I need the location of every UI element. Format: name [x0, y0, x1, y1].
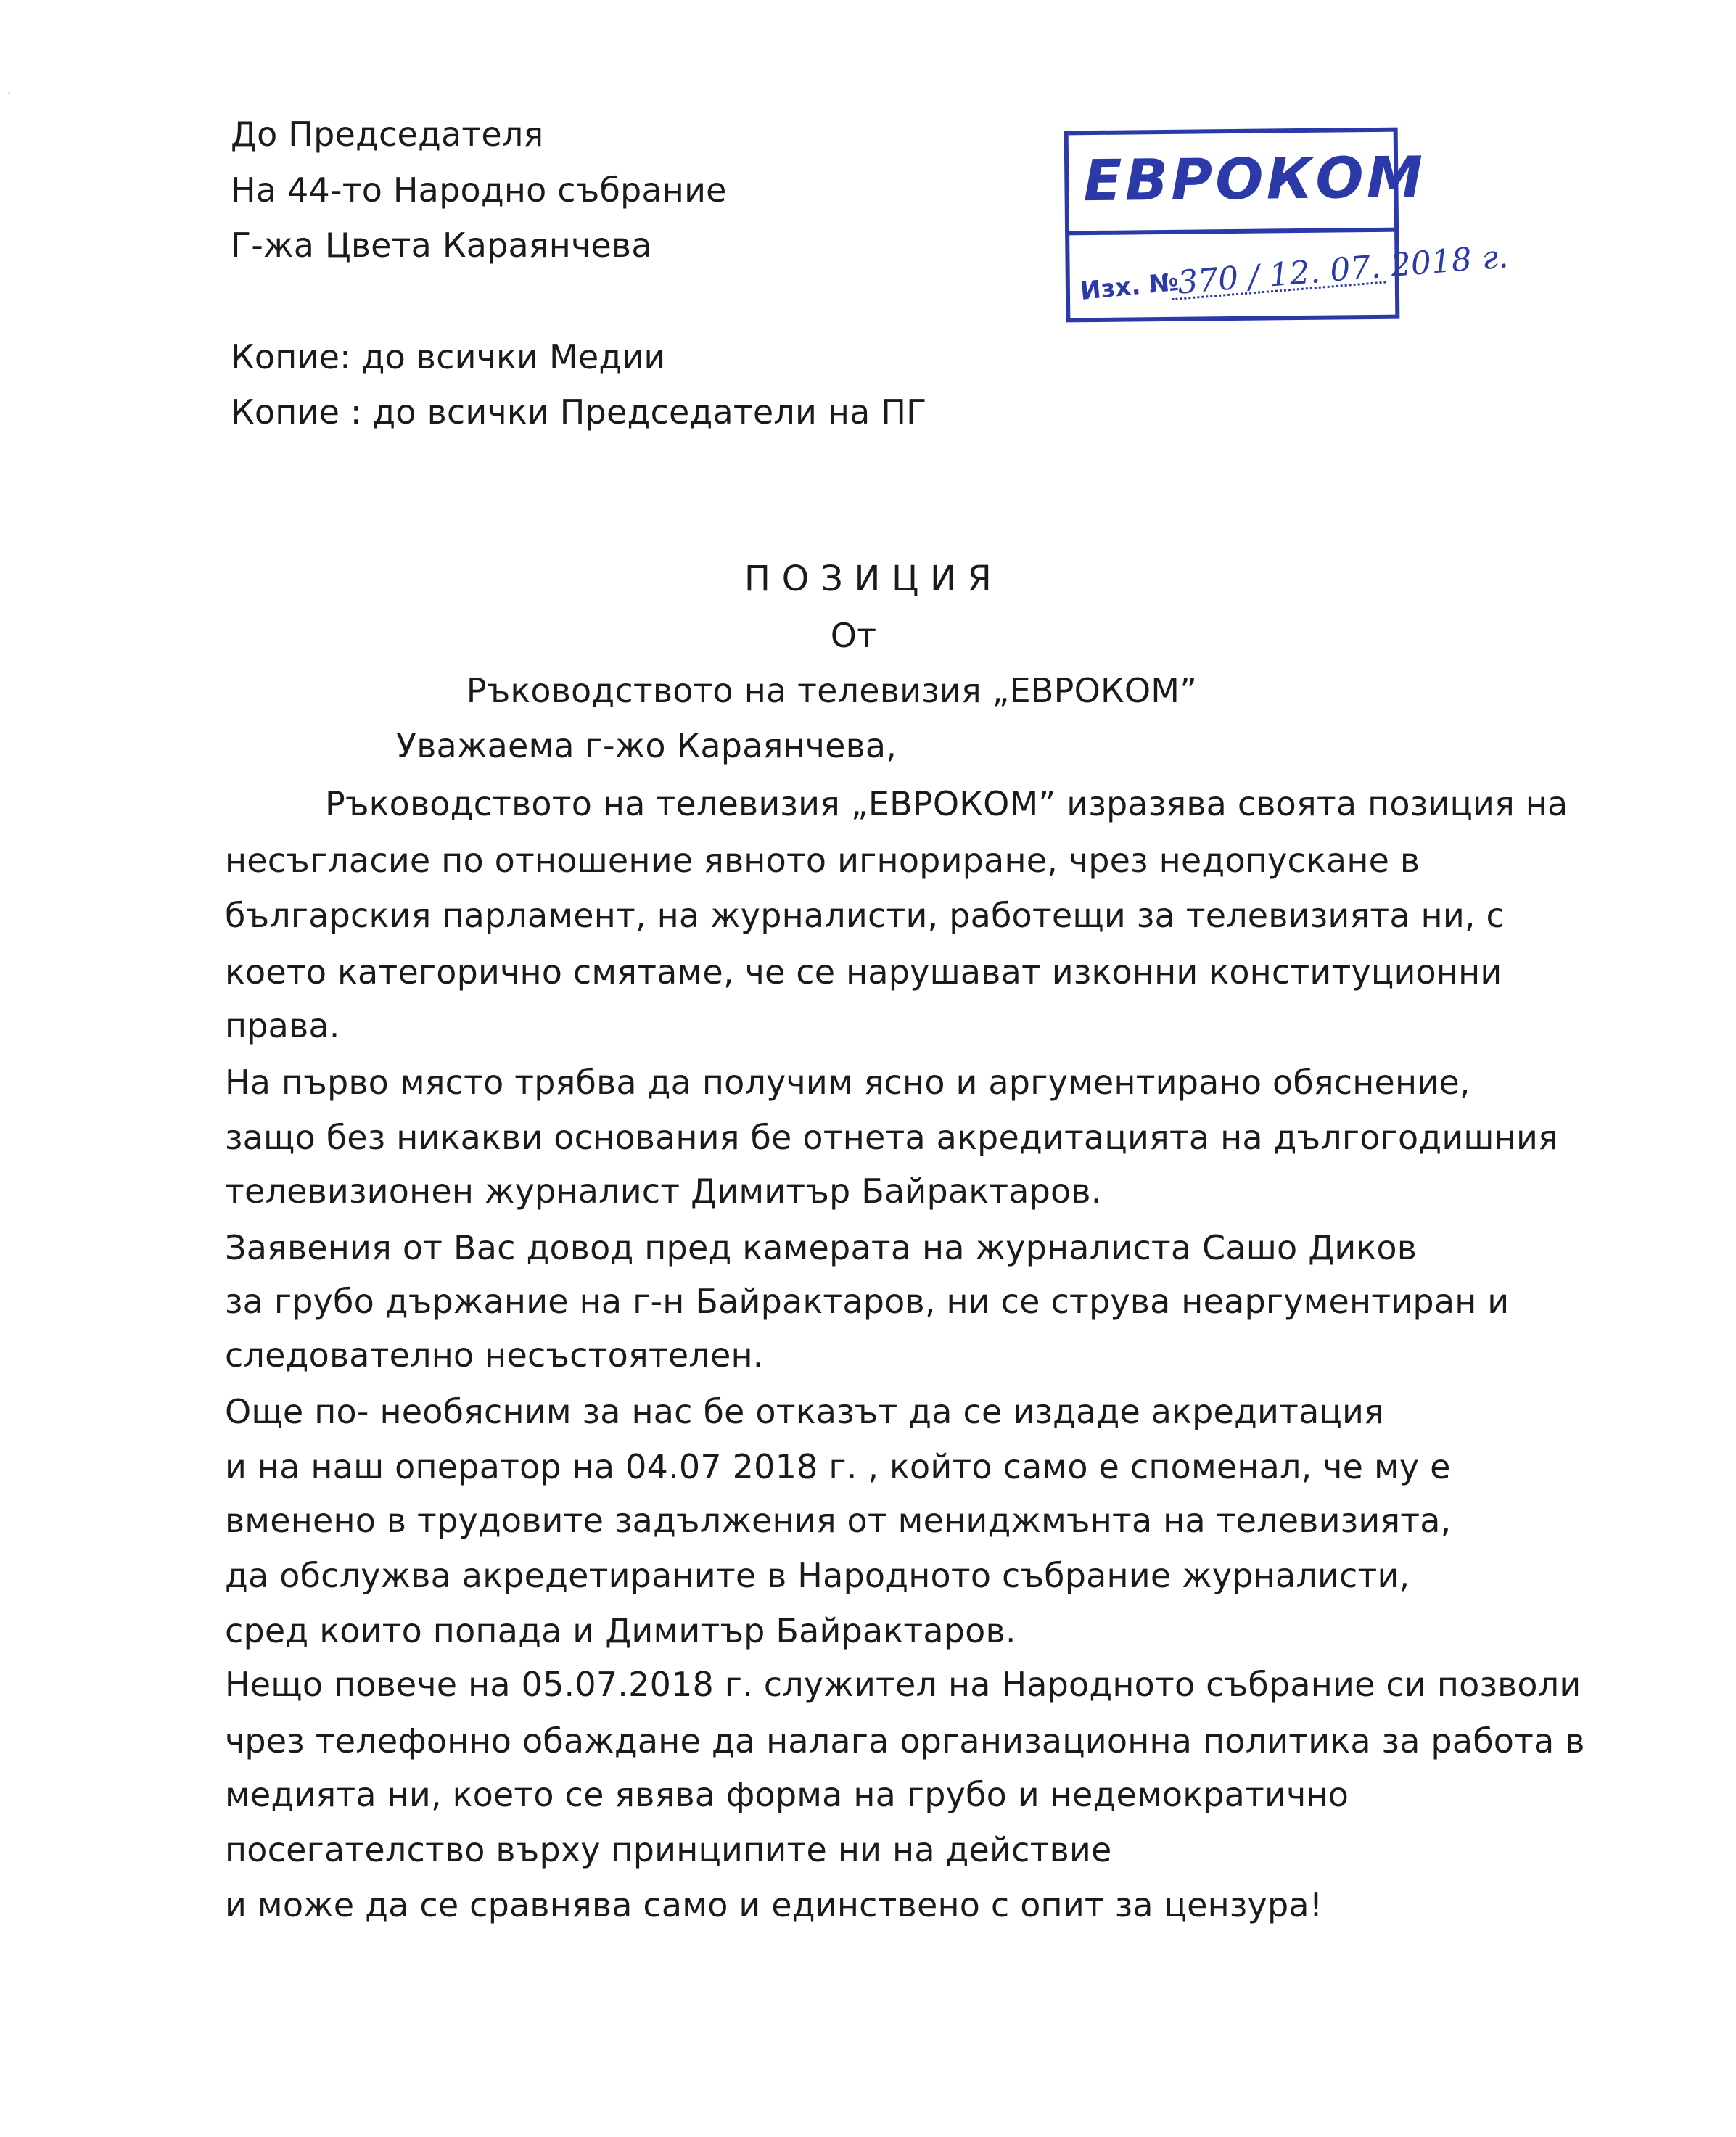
body-line: права. — [225, 1006, 340, 1045]
body-line: Заявения от Вас довод пред камерата на журналиста Сашо Диков — [225, 1228, 1418, 1267]
heading-organisation: Ръководството на телевизия „ЕВРОКОМ” — [466, 671, 1198, 710]
body-line: и на наш оператор на 04.07 2018 г. , който само е споменал, че му е — [225, 1447, 1451, 1486]
recipient-line-3: Г-жа Цвета Караянчева — [231, 226, 652, 265]
body-line: медията ни, което се явява форма на грубо и недемократично — [225, 1775, 1349, 1814]
body-line: което категорично смятаме, че се нарушават изконни конституционни — [225, 952, 1502, 992]
body-line: следователно несъстоятелен. — [225, 1335, 764, 1375]
body-line: На първо място трябва да получим ясно и аргументирано обяснение, — [225, 1063, 1470, 1102]
body-line: и може да се сравнява само и единствено с опит за цензура! — [225, 1885, 1323, 1924]
body-line: защо без никакви основания бе отнета акредитацията на дългогодишния — [225, 1118, 1558, 1157]
body-line: вменено в трудовите задължения от мениджмънта на телевизията, — [225, 1501, 1452, 1540]
recipient-line-2: На 44-то Народно събрание — [231, 170, 727, 210]
copy-line-2: Копие : до всички Председатели на ПГ — [231, 392, 927, 432]
body-line: несъгласие по отношение явното игнориране, чрез недопускане в — [225, 841, 1420, 880]
body-line: чрез телефонно обаждане да налага организационна политика за работа в — [225, 1721, 1585, 1761]
body-line: посегателство върху принципите ни на действие — [225, 1830, 1112, 1869]
stamp-divider — [1067, 228, 1396, 236]
body-line: да обслужва акредетираните в Народното събрание журналисти, — [225, 1556, 1410, 1595]
recipient-line-1: До Председателя — [231, 115, 544, 154]
outgoing-stamp — [1064, 128, 1510, 323]
body-line: Нещо повече на 05.07.2018 г. служител на Народното събрание си позволи — [225, 1665, 1581, 1704]
scan-speck-icon: · — [7, 86, 12, 100]
body-line: за грубо държание на г-н Байрактаров, ни се струва неаргументиран и — [225, 1282, 1510, 1321]
copy-line-1: Копие: до всички Медии — [231, 337, 666, 376]
body-line: Още по- необясним за нас бе отказът да се издаде акредитация — [225, 1392, 1385, 1431]
body-line: българския парламент, на журналисти, работещи за телевизията ни, с — [225, 896, 1505, 935]
heading-from: От — [830, 616, 877, 655]
body-line: телевизионен журналист Димитър Байрактаров. — [225, 1172, 1102, 1211]
salutation: Уважаема г-жо Караянчева, — [396, 726, 897, 765]
stamp-logo: ЕВРОКОМ — [1082, 145, 1426, 215]
document-title: П О З И Ц И Я — [744, 559, 992, 599]
body-line: сред които попада и Димитър Байрактаров. — [225, 1611, 1016, 1650]
stamp-number-label: Изх. № — [1079, 267, 1180, 307]
stamp-handwritten-number: 370 / 12. 07. 2018 г. — [1176, 238, 1510, 302]
body-line: Ръководството на телевизия „ЕВРОКОМ” изразява своята позиция на — [325, 784, 1568, 823]
